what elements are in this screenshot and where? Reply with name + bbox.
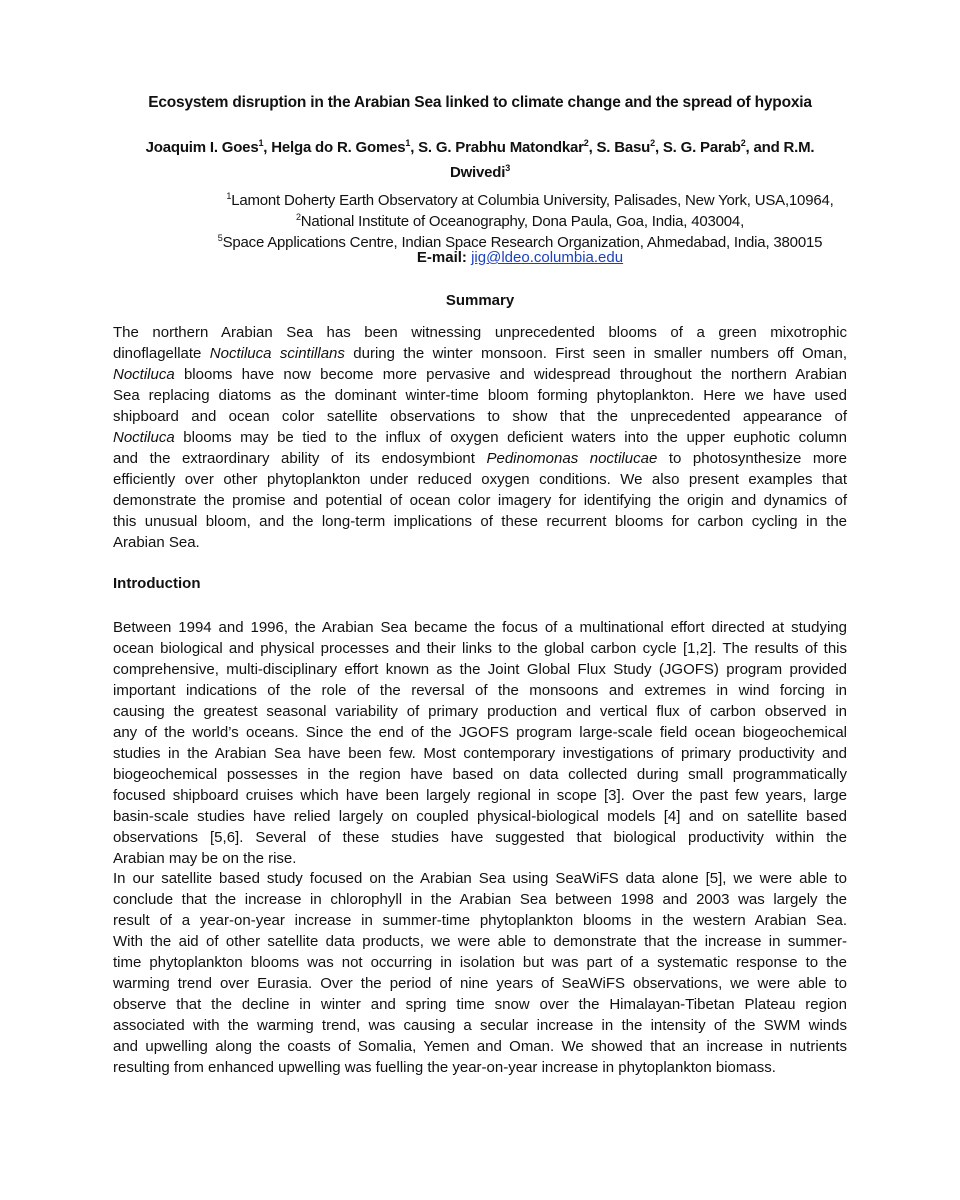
line-text: studies in the Arabian Sea have been few. Most contemporary investigations of primary productivity and	[113, 745, 847, 762]
line-content	[113, 619, 847, 636]
line-text: focused shipboard cruises which have been largely regional in scope [3]. Over the past few years, large	[113, 787, 847, 804]
line-content	[113, 787, 847, 804]
paper-title: Ecosystem disruption in the Arabian Sea linked to climate change and the spread of hypoxia	[148, 94, 812, 111]
line-text: warming trend over Eurasia. Over the period of nine years of SeaWiFS observations, we were able to	[113, 975, 847, 992]
author: Joaquim I. Goes	[145, 139, 259, 156]
line-text: observe that the decline in winter and spring time snow over the Himalayan-Tibetan Plateau region	[113, 996, 847, 1013]
author-line-2	[120, 158, 840, 183]
text-line	[113, 617, 847, 638]
line-text: Sea replacing diatoms as the dominant winter-time bloom forming phytoplankton. Here we have used	[113, 387, 847, 404]
line-text: basin-scale studies have relied largely on coupled physical-biological models [4] and on satellite based	[113, 808, 847, 825]
text-line	[113, 1036, 847, 1057]
line-text: The northern Arabian Sea has been witnessing unprecedented blooms of a green mixotrophic	[113, 324, 847, 341]
line-content	[113, 975, 847, 992]
line-text: conclude that the increase in chlorophyll in the Arabian Sea between 1998 and 2003 was largely the	[113, 891, 847, 908]
line-text: With the aid of other satellite data products, we were able to demonstrate that the increase in summer-	[113, 933, 847, 950]
author-line-1	[120, 133, 840, 158]
text-line	[113, 680, 847, 701]
author-affiliation-mark: 2	[650, 138, 655, 148]
line-text: result of a year-on-year increase in summer-time phytoplankton blooms in the western Arabian Sea.	[113, 912, 847, 929]
line-content	[113, 703, 847, 720]
line-text: Arabian Sea.	[113, 534, 200, 551]
line-content	[113, 429, 847, 446]
line-text: efficiently over other phytoplankton under reduced oxygen conditions. We also present examples that	[113, 471, 847, 488]
line-text: any of the world’s oceans. Since the end of the JGOFS program large-scale field ocean biogeochemical	[113, 724, 847, 741]
affiliation-mark: 1	[226, 191, 232, 201]
line-text: demonstrate the promise and potential of ocean color imagery for identifying the origin and dynamics of	[113, 492, 847, 509]
separator: ,	[410, 139, 419, 156]
line-content	[113, 1059, 776, 1076]
italic-species-name: Noctiluca	[113, 429, 175, 446]
line-text: ocean biological and physical processes and their links to the global carbon cycle [1,2]. The results of this	[113, 640, 847, 657]
email-label: E-mail:	[416, 249, 467, 266]
line-content	[113, 891, 847, 908]
text-line	[113, 827, 847, 848]
line-content	[113, 1017, 847, 1034]
line-content	[113, 345, 847, 362]
separator: ,	[654, 139, 663, 156]
line-content	[113, 324, 847, 341]
line-content	[113, 724, 847, 741]
line-text: to photosynthesize more	[657, 450, 848, 467]
text-line	[113, 427, 847, 448]
affiliation-mark: 5	[217, 233, 223, 243]
text-line	[113, 889, 847, 910]
line-text: observations [5,6]. Several of these studies have suggested that biological productivity within the	[113, 829, 847, 846]
text-line	[113, 532, 847, 553]
separator: , and R.M.	[745, 139, 815, 156]
text-line	[113, 406, 847, 427]
line-text: resulting from enhanced upwelling was fuelling the year-on-year increase in phytoplankton biomass.	[113, 1059, 776, 1076]
text-line	[113, 994, 847, 1015]
text-line	[113, 364, 847, 385]
line-text: blooms have now become more pervasive and widespread throughout the northern Arabian	[174, 366, 847, 383]
line-text: Arabian may be on the rise.	[113, 850, 297, 867]
text-line	[113, 701, 847, 722]
line-content	[113, 912, 847, 929]
text-line	[113, 910, 847, 931]
email-link[interactable]: jig@ldeo.columbia.edu	[471, 249, 624, 266]
affiliation-mark: 2	[295, 212, 301, 222]
line-text: and upwelling along the coasts of Somalia, Yemen and Oman. We showed that an increase in nutrients	[113, 1038, 847, 1055]
summary-paragraph	[113, 322, 847, 553]
text-line	[113, 511, 847, 532]
line-text: blooms may be tied to the influx of oxygen deficient waters into the upper euphotic column	[174, 429, 847, 446]
line-text: time phytoplankton blooms was not occurring in isolation but was part of a systematic response to the	[113, 954, 847, 971]
line-text: and the extraordinary ability of its endosymbiont	[113, 450, 487, 467]
separator: ,	[263, 139, 272, 156]
contact-email	[150, 249, 890, 266]
line-content	[113, 534, 200, 551]
author-affiliation-mark: 2	[740, 138, 746, 148]
line-content	[113, 366, 847, 383]
line-content	[113, 870, 847, 887]
line-content	[113, 471, 847, 488]
text-line	[113, 469, 847, 490]
line-text: associated with the warming trend, was causing a secular increase in the intensity of the SWM winds	[113, 1017, 847, 1034]
author-list	[120, 133, 840, 183]
line-content	[113, 682, 847, 699]
text-line	[113, 1057, 847, 1078]
text-line	[113, 952, 847, 973]
line-content	[113, 661, 847, 678]
text-line	[113, 448, 847, 469]
text-line	[113, 385, 847, 406]
line-text: shipboard and ocean color satellite observations to show that the unprecedented appearance of	[113, 408, 847, 425]
text-line	[113, 868, 847, 889]
separator: ,	[588, 139, 597, 156]
author: Helga do R. Gomes	[271, 139, 406, 156]
line-text: causing the greatest seasonal variability of primary production and vertical flux of carbon observed in	[113, 703, 847, 720]
line-content	[113, 996, 847, 1013]
author: Dwivedi	[449, 164, 506, 181]
summary-heading: Summary	[445, 292, 515, 309]
introduction-paragraph-1	[113, 617, 847, 869]
text-line	[113, 1015, 847, 1036]
text-line	[113, 659, 847, 680]
author: S. G. Prabhu Matondkar	[418, 139, 584, 156]
line-text: dinoflagellate	[113, 345, 210, 362]
affiliation-text: Space Applications Centre, Indian Space Research Organization, Ahmedabad, India, 380015	[222, 234, 823, 251]
line-content	[113, 387, 847, 404]
italic-species-name: Pedinomonas noctilucae	[486, 450, 658, 467]
text-line	[113, 764, 847, 785]
line-content	[113, 808, 847, 825]
text-line	[113, 638, 847, 659]
text-line	[113, 785, 847, 806]
line-content	[113, 933, 847, 950]
author-affiliation-mark: 2	[583, 138, 589, 148]
introduction-heading: Introduction	[113, 575, 201, 592]
author-affiliation-mark: 1	[258, 138, 264, 148]
line-content	[113, 829, 847, 846]
line-content	[113, 954, 847, 971]
affiliation-text: Lamont Doherty Earth Observatory at Columbia University, Palisades, New York, USA,10964,	[231, 192, 834, 209]
text-line	[113, 973, 847, 994]
line-content	[113, 492, 847, 509]
introduction-paragraph-2	[113, 868, 847, 1078]
line-text: important indications of the role of the reversal of the monsoons and extremes in wind forcing in	[113, 682, 847, 699]
line-content	[113, 745, 847, 762]
italic-species-name: Noctiluca	[113, 366, 175, 383]
italic-species-name: Noctiluca scintillans	[209, 345, 345, 362]
line-text: during the winter monsoon. First seen in smaller numbers off Oman,	[344, 345, 848, 362]
author: S. Basu	[596, 139, 651, 156]
text-line	[113, 343, 847, 364]
text-line	[113, 322, 847, 343]
text-line	[113, 931, 847, 952]
text-line	[113, 722, 847, 743]
line-content	[113, 513, 847, 530]
text-line	[113, 848, 847, 869]
text-line	[113, 490, 847, 511]
line-text: comprehensive, multi-disciplinary effort known as the Joint Global Flux Study (JGOFS) program provided	[113, 661, 847, 678]
line-content	[113, 408, 847, 425]
author-affiliation-mark: 1	[405, 138, 411, 148]
line-text: In our satellite based study focused on the Arabian Sea using SeaWiFS data alone [5], we were able to	[113, 870, 847, 887]
line-content	[113, 640, 847, 657]
line-text: biogeochemical possesses in the region have based on data collected during small programmatically	[113, 766, 847, 783]
line-text: Between 1994 and 1996, the Arabian Sea became the focus of a multinational effort directed at studying	[113, 619, 847, 636]
line-content	[113, 766, 847, 783]
line-content	[113, 450, 847, 467]
author-affiliation-mark: 3	[505, 163, 511, 173]
text-line	[113, 806, 847, 827]
line-content	[113, 1038, 847, 1055]
text-line	[113, 743, 847, 764]
affiliation-text: National Institute of Oceanography, Dona Paula, Goa, India, 403004,	[300, 213, 745, 230]
line-text: this unusual bloom, and the long-term implications of these recurrent blooms for carbon cycling in the	[113, 513, 847, 530]
line-content	[113, 850, 296, 867]
author: S. G. Parab	[662, 139, 741, 156]
